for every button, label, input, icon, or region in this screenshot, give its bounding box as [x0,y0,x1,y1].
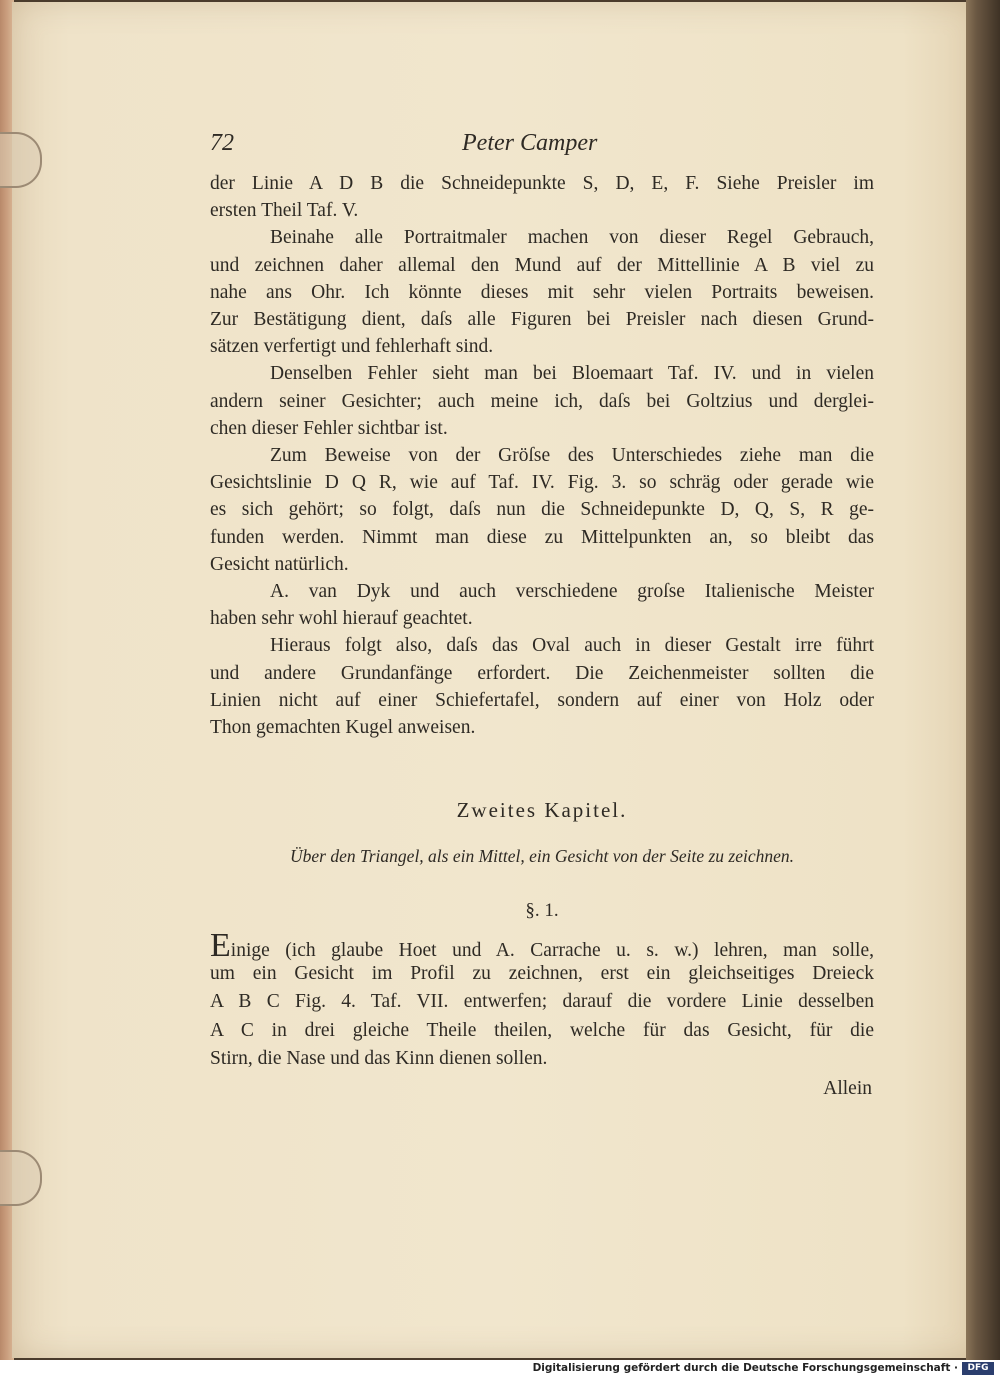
text-line: Gesicht natürlich. [210,553,349,575]
text-line: Zum Beweise von der Gröſse des Unterschiedes ziehe man die [270,445,874,466]
text-line: Denselben Fehler sieht man bei Bloemaart Taf. IV. und in vielen [270,363,874,385]
section-line [210,927,874,964]
text-line: andern seiner Gesichter; auch meine ich, daſs bei Goltzius und derglei- [210,390,874,412]
text-line: und andere Grundanfänge erfordert. Die Zeichenmeister sollten die [210,662,874,684]
footer-credit: Digitalisierung gefördert durch die Deutsche Forschungsgemeinschaft · [532,1362,958,1374]
text-line: und zeichnen daher allemal den Mund auf der Mittellinie A B viel zu [210,254,874,276]
text-line: chen dieser Fehler sichtbar ist. [210,417,448,439]
text-line: funden werden. Nimmt man diese zu Mittelpunkten an, so bleibt das [210,526,874,548]
text-line: Gesichtslinie D Q R, wie auf Taf. IV. Fig. 3. so schräg oder gerade wie [210,472,874,494]
catchword: Allein [823,1078,872,1099]
text-line: Linien nicht auf einer Schiefertafel, sondern auf einer von Holz oder [210,689,874,711]
text-line: A. van Dyk und auch verschiedene groſse Italienische Meister [270,581,874,602]
text-line: Hieraus folgt also, daſs das Oval auch in dieser Gestalt irre führt [270,635,874,657]
running-title: Peter Camper [462,130,598,156]
drop-cap: E [210,927,231,964]
text-line: Zur Bestätigung dient, daſs alle Figuren bei Preisler nach diesen Grund- [210,309,874,330]
book-spine [966,0,1000,1360]
section-line: A B C Fig. 4. Taf. VII. entwerfen; darauf die vordere Linie desselben [210,991,874,1013]
text-line: haben sehr wohl hierauf geachtet. [210,608,473,630]
chapter-heading: Zweites Kapitel. [456,798,628,822]
section-line: A C in drei gleiche Theile theilen, welche für das Gesicht, für die [210,1019,874,1041]
text-line: es sich gehört; so folgt, daſs nun die Schneidepunkte D, Q, S, R ge- [210,499,874,521]
text-line: der Linie A D B die Schneidepunkte S, D, E, F. Siehe Preisler im [210,173,874,194]
page-number: 72 [210,130,234,156]
section-line: um ein Gesicht im Profil zu zeichnen, erst ein gleichseitiges Dreieck [210,963,874,985]
running-head [210,128,874,162]
text-line: Beinahe alle Portraitmaler machen von dieser Regel Gebrauch, [270,227,874,249]
section-mark: §. 1. [525,900,559,921]
chapter-subtitle: Über den Triangel, als ein Mittel, ein Gesicht von der Seite zu zeichnen. [290,846,794,866]
section-line: Stirn, die Nase und das Kinn dienen sollen. [210,1047,548,1069]
text-line: nahe ans Ohr. Ich könnte dieses mit sehr vielen Portraits beweisen. [210,281,874,303]
text-line: ersten Theil Taf. V. [210,200,359,222]
text-line: Thon gemachten Kugel anweisen. [210,717,476,738]
text-line: sätzen verfertigt und fehlerhaft sind. [210,336,494,358]
section-line-text: inige (ich glaube Hoet und A. Carrache u. s. w.) lehren, man solle, [230,940,874,961]
dfg-logo: DFG [962,1362,994,1375]
